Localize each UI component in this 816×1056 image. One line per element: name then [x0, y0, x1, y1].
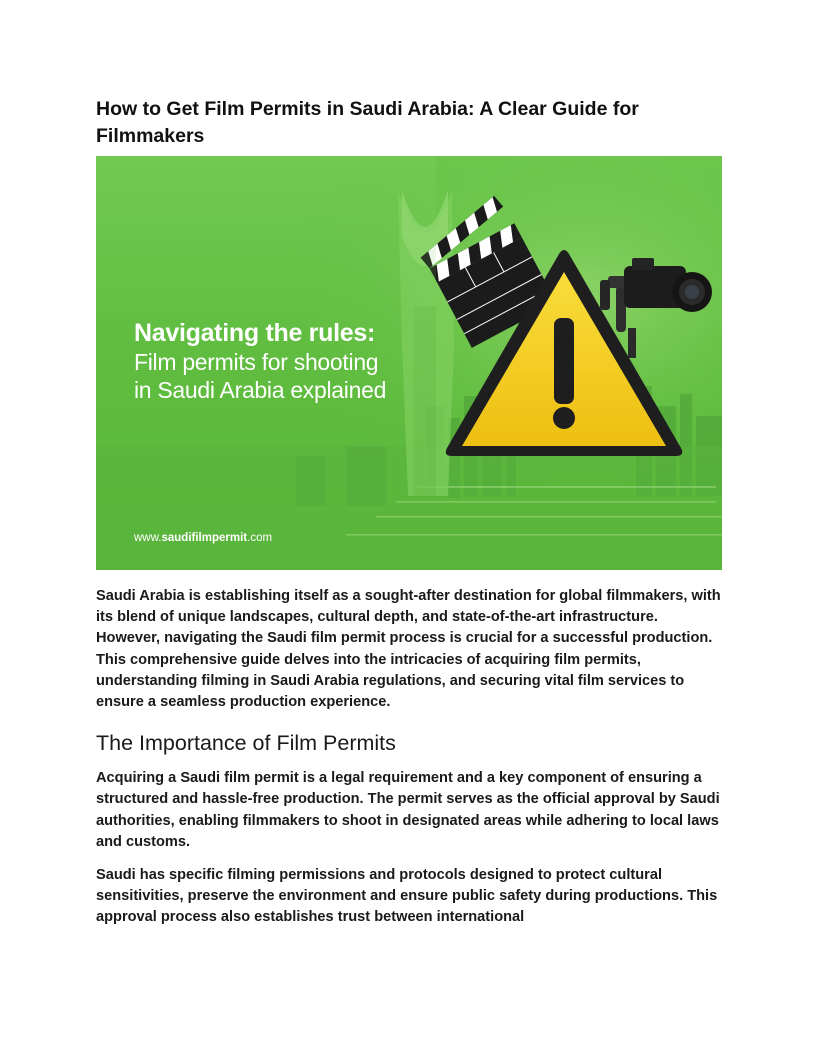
hero-headline-line2: Film permits for shooting — [134, 349, 379, 375]
hero-url-prefix: www. — [134, 532, 162, 544]
page-title: How to Get Film Permits in Saudi Arabia: A Clear Guide for Filmmakers — [96, 98, 639, 147]
hero-image — [96, 156, 722, 570]
hero-url-domain: saudifilmpermit — [161, 532, 248, 544]
hero-headline-bold: Navigating the rules: — [134, 319, 375, 347]
hero-headline-line3: in Saudi Arabia explained — [134, 377, 387, 403]
section-heading: The Importance of Film Permits — [96, 731, 396, 756]
hero-website-url — [134, 532, 272, 544]
document-page — [96, 96, 724, 929]
intro-paragraph: Saudi Arabia is establishing itself as a sought-after destination for global filmmakers, with its blend of unique landscapes, cultural depth, and state-of-the-art infrastructure. However, navigating the Saudi film permit process is crucial for a successful production. This comprehensive guide delves into the intricacies of acquiring film permits, understanding filming in Saudi Arabia regulations, and securing vital film services to ensure a seamless production experience. — [96, 588, 721, 711]
section-paragraph-1: Acquiring a Saudi film permit is a legal requirement and a key component of ensuring a structured and hassle-free production. The permit serves as the official approval by Saudi authorities, enabling filmmakers to shoot in designated areas while adhering to local laws and customs. — [96, 770, 720, 850]
hero-url-suffix: .com — [247, 532, 273, 544]
hero-headline — [134, 319, 386, 404]
section-paragraph-2: Saudi has specific filming permissions and protocols designed to protect cultural sensitivities, preserve the environment and ensure public safety during productions. This approval process also establishes trust between international — [96, 867, 718, 926]
